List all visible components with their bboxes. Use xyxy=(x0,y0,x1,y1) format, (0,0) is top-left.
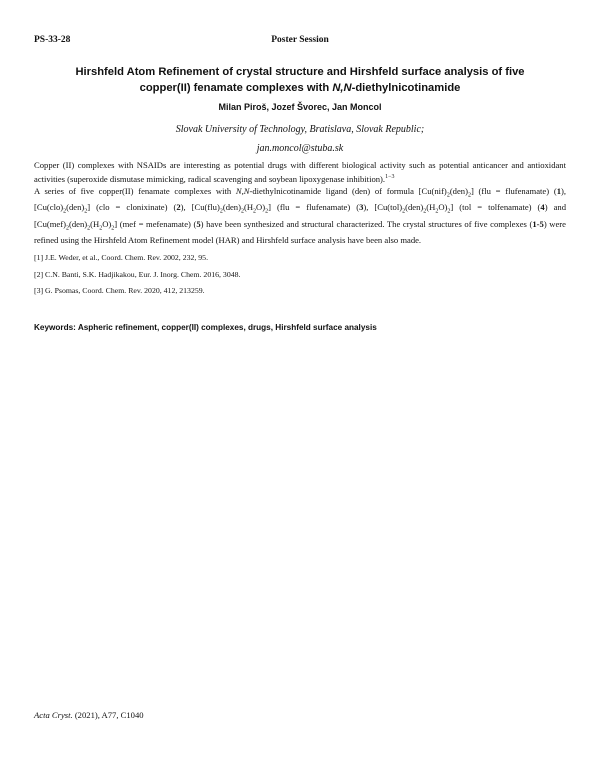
reference-item: [3] G. Psomas, Coord. Chem. Rev. 2020, 412, 213259. xyxy=(34,286,205,295)
abstract-text: (den) xyxy=(405,202,424,213)
abstract-text: (H xyxy=(426,202,436,213)
abstract-text: ), [Cu(flu) xyxy=(180,202,220,213)
reference-item: [2] C.N. Banti, S.K. Hadjikakou, Eur. J. Inorg. Chem. 2016, 3048. xyxy=(34,270,241,279)
abstract-text: (den) xyxy=(68,218,88,229)
citation-superscript: 1−3 xyxy=(385,173,395,180)
compound-number: 5 xyxy=(196,218,201,229)
abstract-text: ) were refined using the Hirshfeld Atom Refinement model (HAR) and Hirshfeld surface analysis have been also made. xyxy=(34,218,566,245)
abstract-text: (den) xyxy=(66,202,85,213)
abstract-paragraph-1 xyxy=(34,160,566,185)
reference-item: [1] J.E. Weder, et al., Coord. Chem. Rev. 2002, 232, 95. xyxy=(34,253,209,262)
abstract-paragraph-2 xyxy=(34,186,566,247)
subscript: 2 xyxy=(87,225,91,232)
abstract-text: ), [Cu(clo) xyxy=(34,186,566,213)
paper-title xyxy=(50,64,550,96)
compound-number: 4 xyxy=(540,202,545,213)
abstract-text: (H xyxy=(90,218,100,229)
subscript: 2 xyxy=(435,209,439,216)
abstract-text: A series of five copper(II) fenamate complexes with xyxy=(34,186,236,196)
abstract-text: ) and [Cu(mef) xyxy=(34,202,566,229)
subscript: 2 xyxy=(219,209,223,216)
abstract-text: ] (flu = flufenamate) ( xyxy=(470,186,557,196)
title-text: Hirshfeld Atom Refinement of crystal structure and Hirshfeld surface analysis of five copper(II) fenamate complexes with xyxy=(75,66,525,94)
subscript: 2 xyxy=(447,209,451,216)
abstract-text: ), [Cu(tol) xyxy=(363,202,403,213)
subscript: 2 xyxy=(467,192,471,199)
keywords-line: Keywords: Aspheric refinement, copper(II) complexes, drugs, Hirshfeld surface analysis xyxy=(34,323,377,332)
abstract-text: (den) xyxy=(449,186,468,196)
abstract-text: O) xyxy=(102,218,112,229)
subscript: 2 xyxy=(65,225,69,232)
authors: Milan Piroš, Jozef Švorec, Jan Moncol xyxy=(218,102,382,112)
subscript: 2 xyxy=(253,209,257,216)
abstract-text: O) xyxy=(256,202,266,213)
abstract-text: ] (tol = tolfenamate) ( xyxy=(450,202,541,213)
affiliation: Slovak University of Technology, Bratislava, Slovak Republic; xyxy=(175,124,425,135)
title-text-end: -diethylnicotinamide xyxy=(351,82,461,94)
subscript: 2 xyxy=(63,209,67,216)
subscript: 2 xyxy=(402,209,406,216)
subscript: 2 xyxy=(111,225,115,232)
compound-number: 3 xyxy=(359,202,364,213)
compound-number: 1-5 xyxy=(532,218,544,229)
author-email[interactable]: jan.moncol@stuba.sk xyxy=(256,143,344,154)
poster-code: PS-33-28 xyxy=(34,35,71,45)
abstract-text: ] (clo = clonixinate) ( xyxy=(87,202,177,213)
compound-number: 2 xyxy=(176,202,181,213)
abstract-text: ] (flu = flufenamate) ( xyxy=(268,202,360,213)
abstract-text: O) xyxy=(438,202,448,213)
abstract-text: (den) xyxy=(222,202,241,213)
subscript: 2 xyxy=(265,209,269,216)
abstract-text: -diethylnicotinamide ligand (den) of formula [Cu(nif) xyxy=(249,186,447,196)
abstract-text: ] (mef = mefenamate) ( xyxy=(114,218,197,229)
subscript: 2 xyxy=(240,209,244,216)
abstract-text: (H xyxy=(243,202,254,213)
journal-footer xyxy=(34,710,144,720)
session-label: Poster Session xyxy=(271,35,329,45)
abstract-text: Copper (II) complexes with NSAIDs are interesting as potential drugs with different biological activity such as potential anticancer and antioxidant activities (superoxide dismutase mimicking, radical scavenging and soybean lipoxygenase inhibition). xyxy=(34,160,566,184)
abstract-text: ) have been synthesized and structural characterized. The crystal structures of five complexes ( xyxy=(200,218,533,229)
subscript: 2 xyxy=(446,192,450,199)
journal-name: Acta Cryst. xyxy=(34,710,73,720)
subscript: 2 xyxy=(84,209,88,216)
compound-number: 1 xyxy=(556,186,561,196)
subscript: 2 xyxy=(99,225,103,232)
subscript: 2 xyxy=(423,209,427,216)
abstract-italic: N,N xyxy=(235,186,250,196)
title-italic: N,N xyxy=(332,82,352,94)
journal-citation: (2021), A77, C1040 xyxy=(72,710,144,720)
